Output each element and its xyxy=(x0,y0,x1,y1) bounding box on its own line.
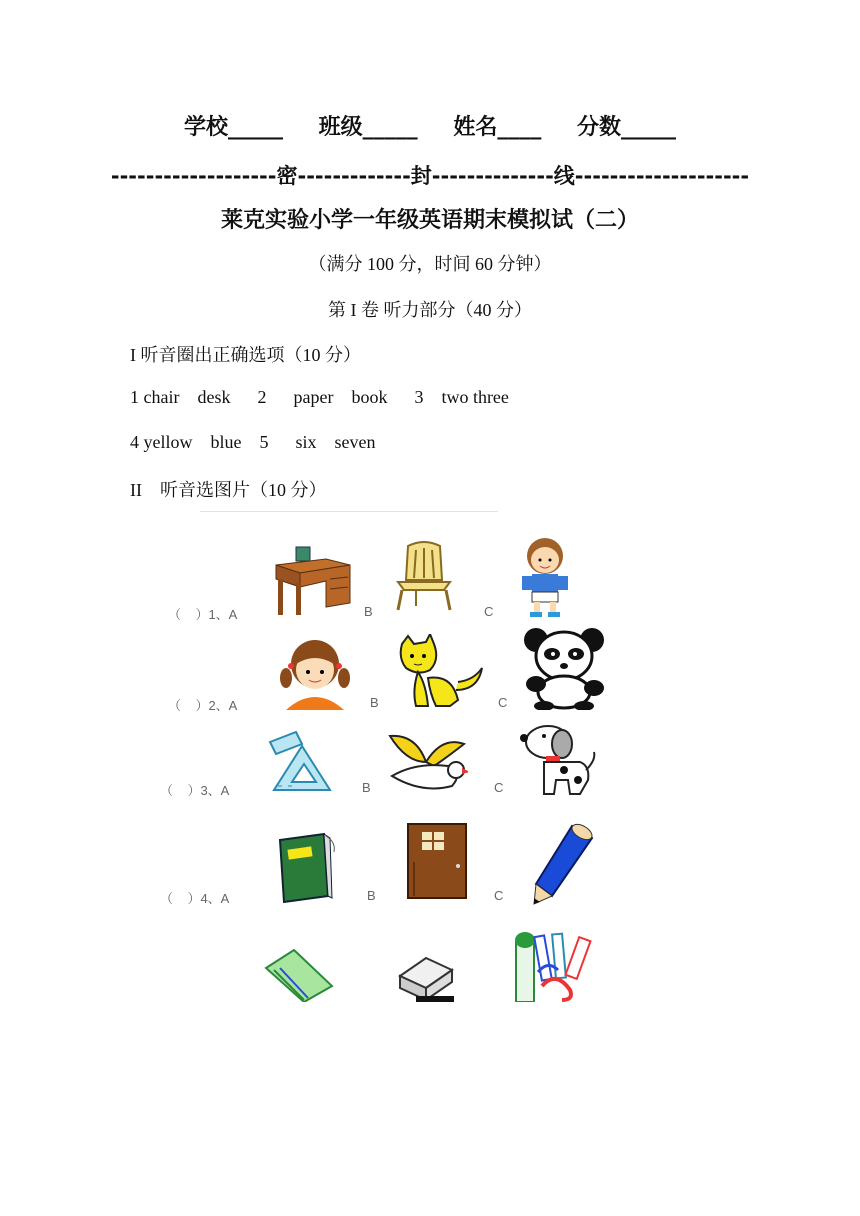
rulers-picture xyxy=(266,730,338,794)
section1-heading: I 听音圈出正确选项（10 分） xyxy=(130,345,361,365)
part-heading: 第 I 卷 听力部分（40 分） xyxy=(328,300,532,320)
section2-heading: II 听音选图片（10 分） xyxy=(130,480,327,500)
row2-c-label: C xyxy=(498,695,508,710)
door-picture xyxy=(404,822,470,902)
row2-number: （ ）2、A xyxy=(168,698,238,713)
pencil-picture xyxy=(532,822,598,906)
row4-number: （ ）4、A xyxy=(160,891,230,906)
student-info-header xyxy=(0,110,860,141)
cat-picture xyxy=(396,634,486,710)
bird-picture xyxy=(386,732,468,796)
markers-picture xyxy=(512,930,600,1002)
dog-picture xyxy=(518,722,598,796)
seal-line: -------------------密-------------封--------------线-------------------- xyxy=(110,164,750,188)
panda-picture xyxy=(522,626,606,710)
school-field: 学校_____ xyxy=(183,115,283,140)
name-field: 姓名____ xyxy=(453,115,542,140)
exam-title: 莱克实验小学一年级英语期末模拟试（二） xyxy=(220,208,639,233)
row3-b-label: B xyxy=(362,780,371,795)
score-field: 分数_____ xyxy=(577,115,677,140)
pencil-box-picture xyxy=(264,946,334,1002)
section1-line2: 4 yellow blue 5 six seven xyxy=(130,432,376,452)
exam-subtitle: （满分 100 分，时间 60 分钟） xyxy=(308,254,552,274)
chair-picture xyxy=(394,540,456,612)
book-picture xyxy=(276,832,338,904)
row1-c-label: C xyxy=(484,604,494,619)
row4-b-label: B xyxy=(367,888,376,903)
class-field: 班级_____ xyxy=(318,115,418,140)
row1-number: （ ）1、A xyxy=(168,607,238,622)
row1-b-label: B xyxy=(364,604,373,619)
row3-number: （ ）3、A xyxy=(160,783,230,798)
row3-c-label: C xyxy=(494,780,504,795)
eraser-picture xyxy=(396,956,458,1002)
figure-top-rule xyxy=(200,511,498,512)
boy-picture xyxy=(518,536,572,618)
section1-line1: 1 chair desk 2 paper book 3 two three xyxy=(130,387,509,407)
girl-picture xyxy=(278,634,352,710)
row4-c-label: C xyxy=(494,888,504,903)
row2-b-label: B xyxy=(370,695,379,710)
desk-picture xyxy=(274,543,352,617)
